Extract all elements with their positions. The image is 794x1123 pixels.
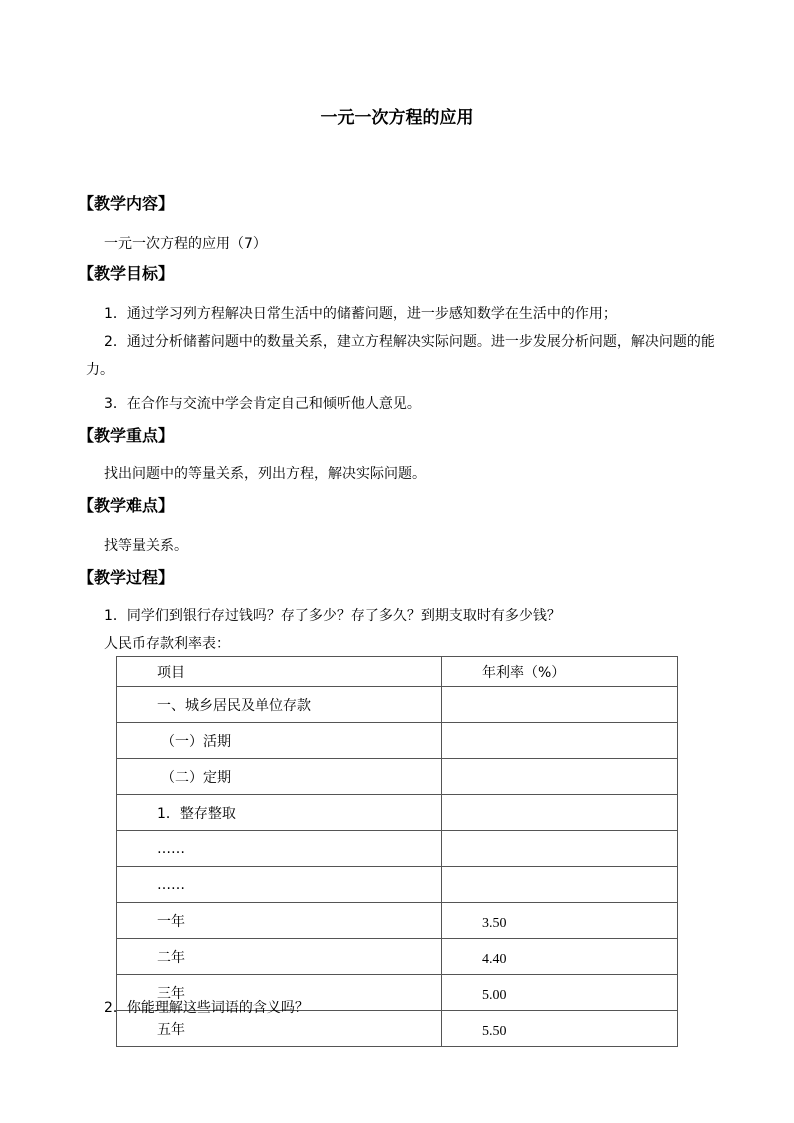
table-row [117, 867, 678, 903]
difficulty-text: 找等量关系。 [104, 538, 188, 554]
table-row [117, 723, 678, 759]
process-question-1: 1．同学们到银行存过钱吗？存了多少？存了多久？到期支取时有多少钱？ [104, 608, 561, 624]
key-points-text: 找出问题中的等量关系，列出方程，解决实际问题。 [104, 466, 426, 482]
row-rate [442, 795, 678, 831]
row-item: 三年 [117, 975, 442, 1011]
row-rate: 4.40 [442, 939, 678, 975]
row-rate [442, 831, 678, 867]
row-item: 一年 [117, 903, 442, 939]
row-item: 二年 [117, 939, 442, 975]
table-row [117, 759, 678, 795]
heading-content: 【教学内容】 [78, 194, 175, 213]
row-item: 1．整存整取 [117, 795, 442, 831]
process-question-2: 2．你能理解这些词语的含义吗？ [104, 1000, 309, 1016]
heading-process: 【教学过程】 [78, 568, 175, 587]
row-rate: 5.50 [442, 1011, 678, 1047]
deposit-rate-table [116, 656, 678, 1047]
row-rate [442, 687, 678, 723]
row-item: （二）定期 [117, 759, 442, 795]
row-rate [442, 759, 678, 795]
goal-item-3: 3．在合作与交流中学会肯定自己和倾听他人意见。 [104, 396, 421, 412]
document-title: 一元一次方程的应用 [320, 108, 474, 128]
content-text: 一元一次方程的应用（7） [104, 236, 267, 252]
heading-goals: 【教学目标】 [78, 264, 175, 283]
row-item: …… [117, 867, 442, 903]
table-header-row [117, 657, 678, 687]
header-rate: 年利率（%） [442, 657, 678, 687]
row-rate: 5.00 [442, 975, 678, 1011]
header-item: 项目 [117, 657, 442, 687]
goal-item-1: 1．通过学习列方程解决日常生活中的储蓄问题，进一步感知数学在生活中的作用； [104, 306, 617, 322]
table-row [117, 939, 678, 975]
rate-table-caption: 人民币存款利率表： [104, 636, 230, 652]
heading-difficulty: 【教学难点】 [78, 496, 175, 515]
row-item: （一）活期 [117, 723, 442, 759]
row-item: 五年 [117, 1011, 442, 1047]
row-item: 一、城乡居民及单位存款 [117, 687, 442, 723]
row-rate: 3.50 [442, 903, 678, 939]
row-rate [442, 867, 678, 903]
table-row [117, 903, 678, 939]
table-row [117, 831, 678, 867]
row-item: …… [117, 831, 442, 867]
heading-key-points: 【教学重点】 [78, 426, 175, 445]
goal-item-2: 2．通过分析储蓄问题中的数量关系，建立方程解决实际问题。进一步发展分析问题，解决问题的能力。 [86, 334, 715, 378]
row-rate [442, 723, 678, 759]
table-row [117, 795, 678, 831]
table-row [117, 687, 678, 723]
